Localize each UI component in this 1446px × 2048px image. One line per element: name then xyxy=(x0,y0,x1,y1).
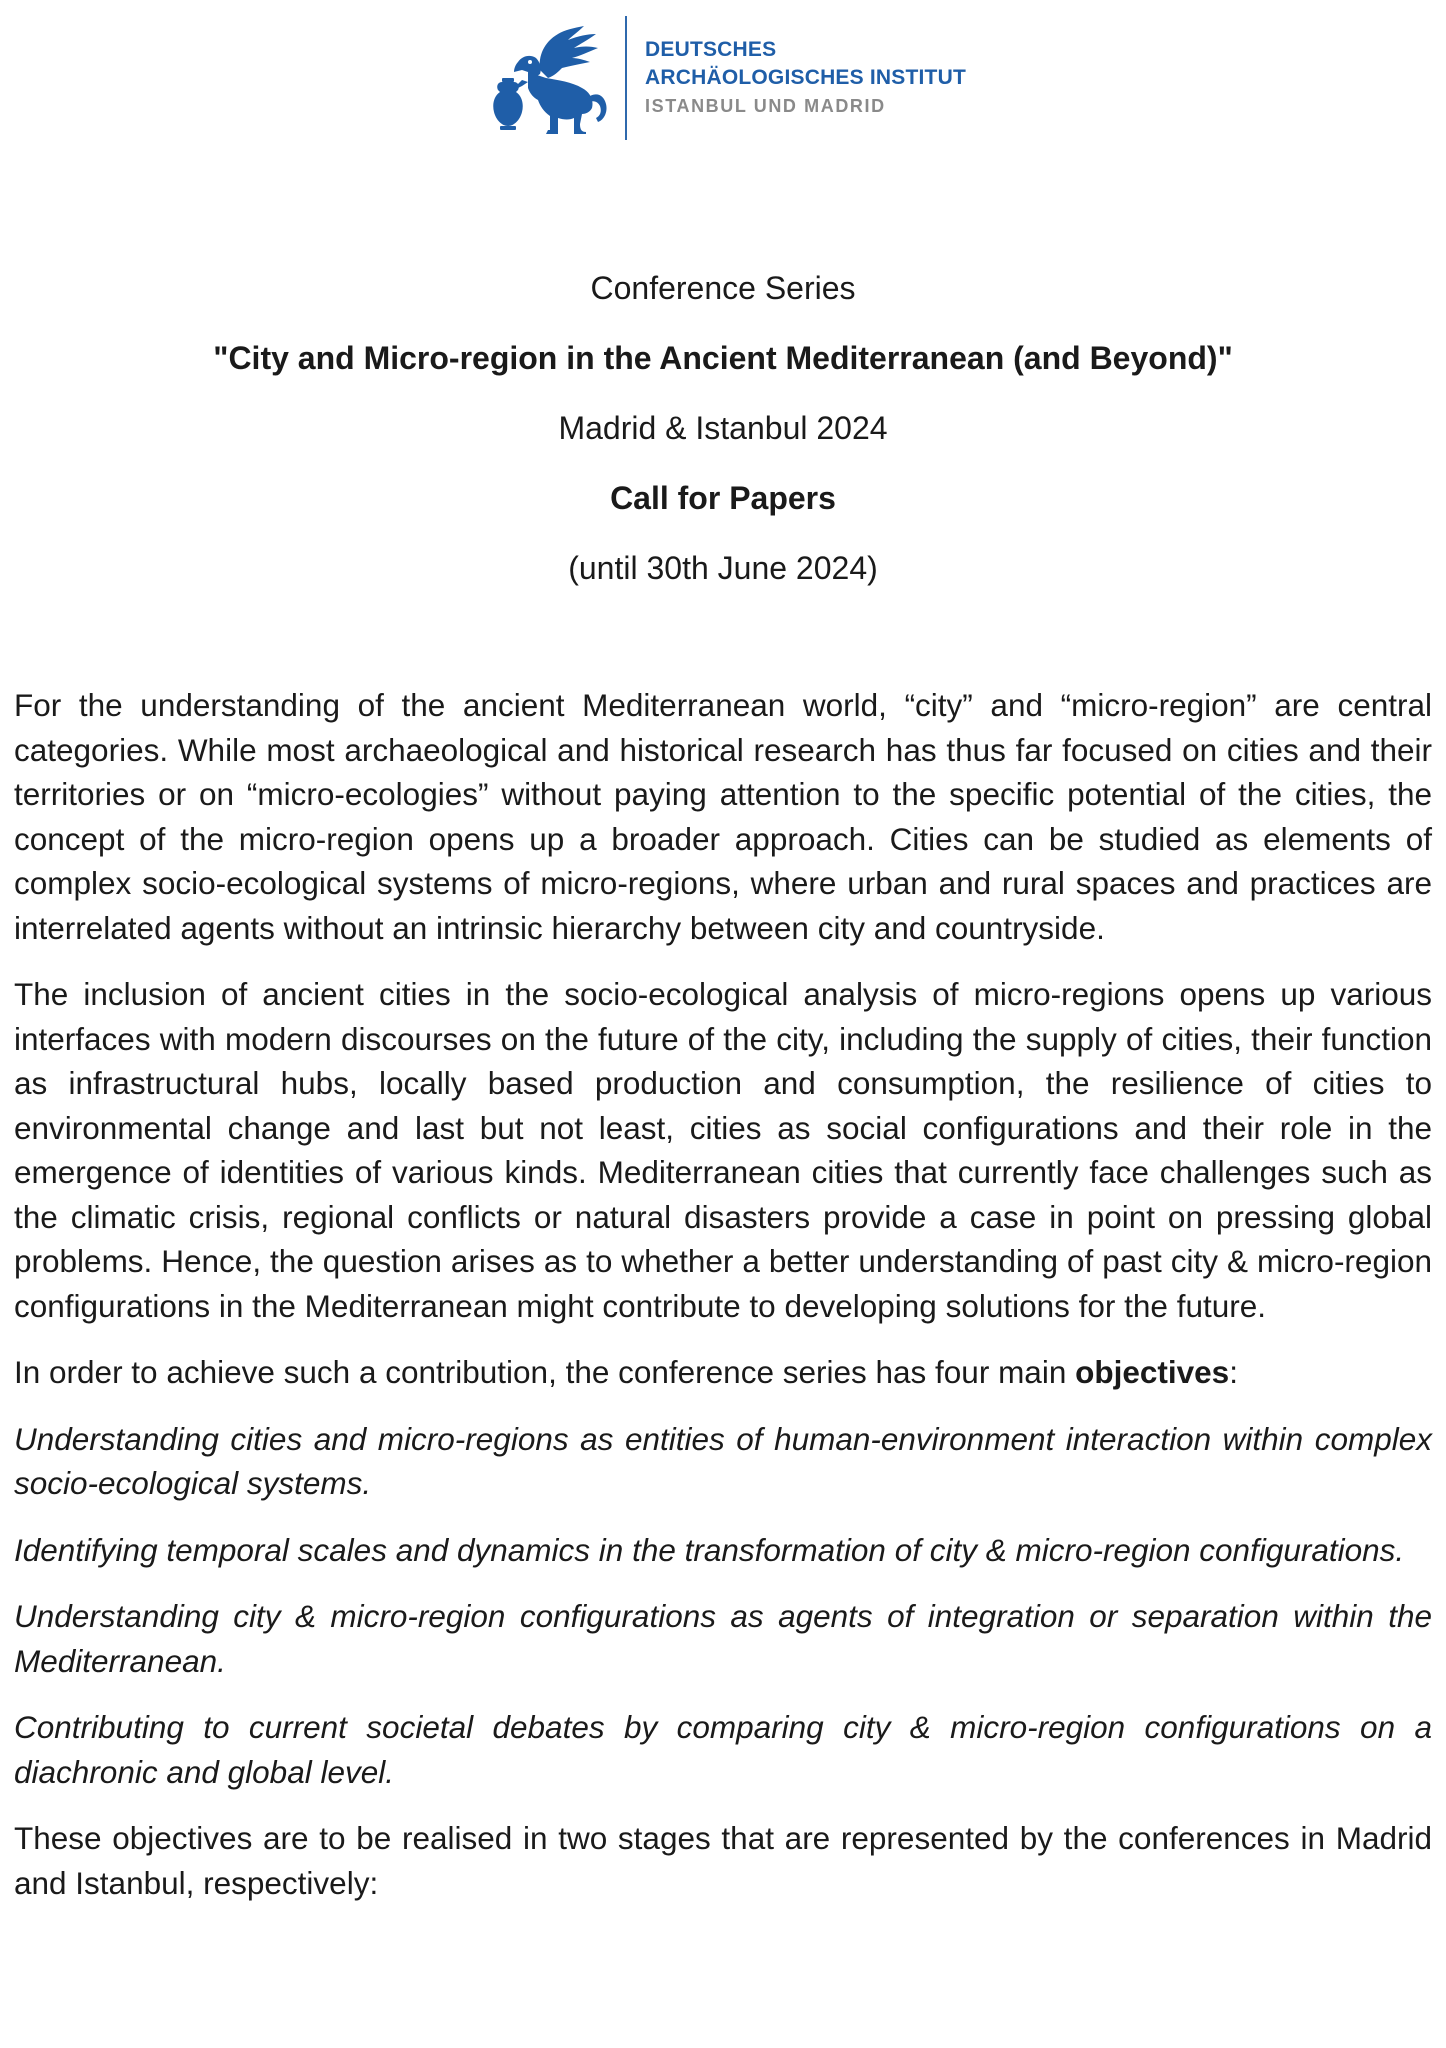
document-body xyxy=(14,683,1432,1927)
objectives-intro-colon: : xyxy=(1229,1354,1238,1390)
logo-line-1: DEUTSCHES xyxy=(645,38,777,61)
objective-item: Identifying temporal scales and dynamics in the transformation of city & micro-region configurations. xyxy=(14,1531,1405,1568)
title-block xyxy=(0,262,1446,612)
conference-title: "City and Micro-region in the Ancient Mediterranean (and Beyond)" xyxy=(213,340,1233,376)
objective-item: Understanding cities and micro-regions as entities of human-environment interaction within complex socio-ecological systems. xyxy=(14,1420,1432,1501)
context-paragraph: The inclusion of ancient cities in the socio-ecological analysis of micro-regions opens up various interfaces with modern discourses on the future of the city, including the supply of cities, their function as infrastructural hubs, locally based production and consumption, the resilience of cities to environmental change and last but not least, cities as social configurations and their role in the emergence of identities of various kinds. Mediterranean cities that currently face challenges such as the climatic crisis, regional conflicts or natural disasters provide a case in point on pressing global problems. Hence, the question arises as to whether a better understanding of past city & micro-region configurations in the Mediterranean might contribute to developing solutions for the future. xyxy=(14,976,1432,1324)
conference-location: Madrid & Istanbul 2024 xyxy=(558,410,888,446)
call-for-papers-heading: Call for Papers xyxy=(610,480,836,516)
deadline-text: (until 30th June 2024) xyxy=(568,550,878,586)
objectives-keyword: objectives xyxy=(1075,1354,1230,1390)
logo-line-3: ISTANBUL UND MADRID xyxy=(645,96,886,116)
objective-item: Contributing to current societal debates by comparing city & micro-region configurations on a diachronic and global level. xyxy=(14,1709,1432,1790)
logo-wordmark xyxy=(645,36,966,120)
objective-item: Understanding city & micro-region configurations as agents of integration or separation within the Mediterranean. xyxy=(14,1598,1432,1679)
logo-line-2: ARCHÄOLOGISCHES INSTITUT xyxy=(645,66,966,89)
objectives-intro xyxy=(14,1350,1432,1395)
griffin-icon xyxy=(488,26,610,136)
logo-divider xyxy=(625,16,627,140)
stages-paragraph: These objectives are to be realised in two stages that are represented by the conferences in Madrid and Istanbul, respectively: xyxy=(14,1820,1432,1901)
intro-paragraph: For the understanding of the ancient Mediterranean world, “city” and “micro-region” are central categories. While most archaeological and historical research has thus far focused on cities and their territories or on “micro-ecologies” without paying attention to the specific potential of the cities, the concept of the micro-region opens up a broader approach. Cities can be studied as elements of complex socio-ecological systems of micro-regions, where urban and rural spaces and practices are interrelated agents without an intrinsic hierarchy between city and countryside. xyxy=(14,687,1432,946)
dai-logo xyxy=(488,16,968,146)
objectives-intro-text: In order to achieve such a contribution, the conference series has four main xyxy=(14,1354,1076,1390)
conference-series-label: Conference Series xyxy=(590,270,856,306)
